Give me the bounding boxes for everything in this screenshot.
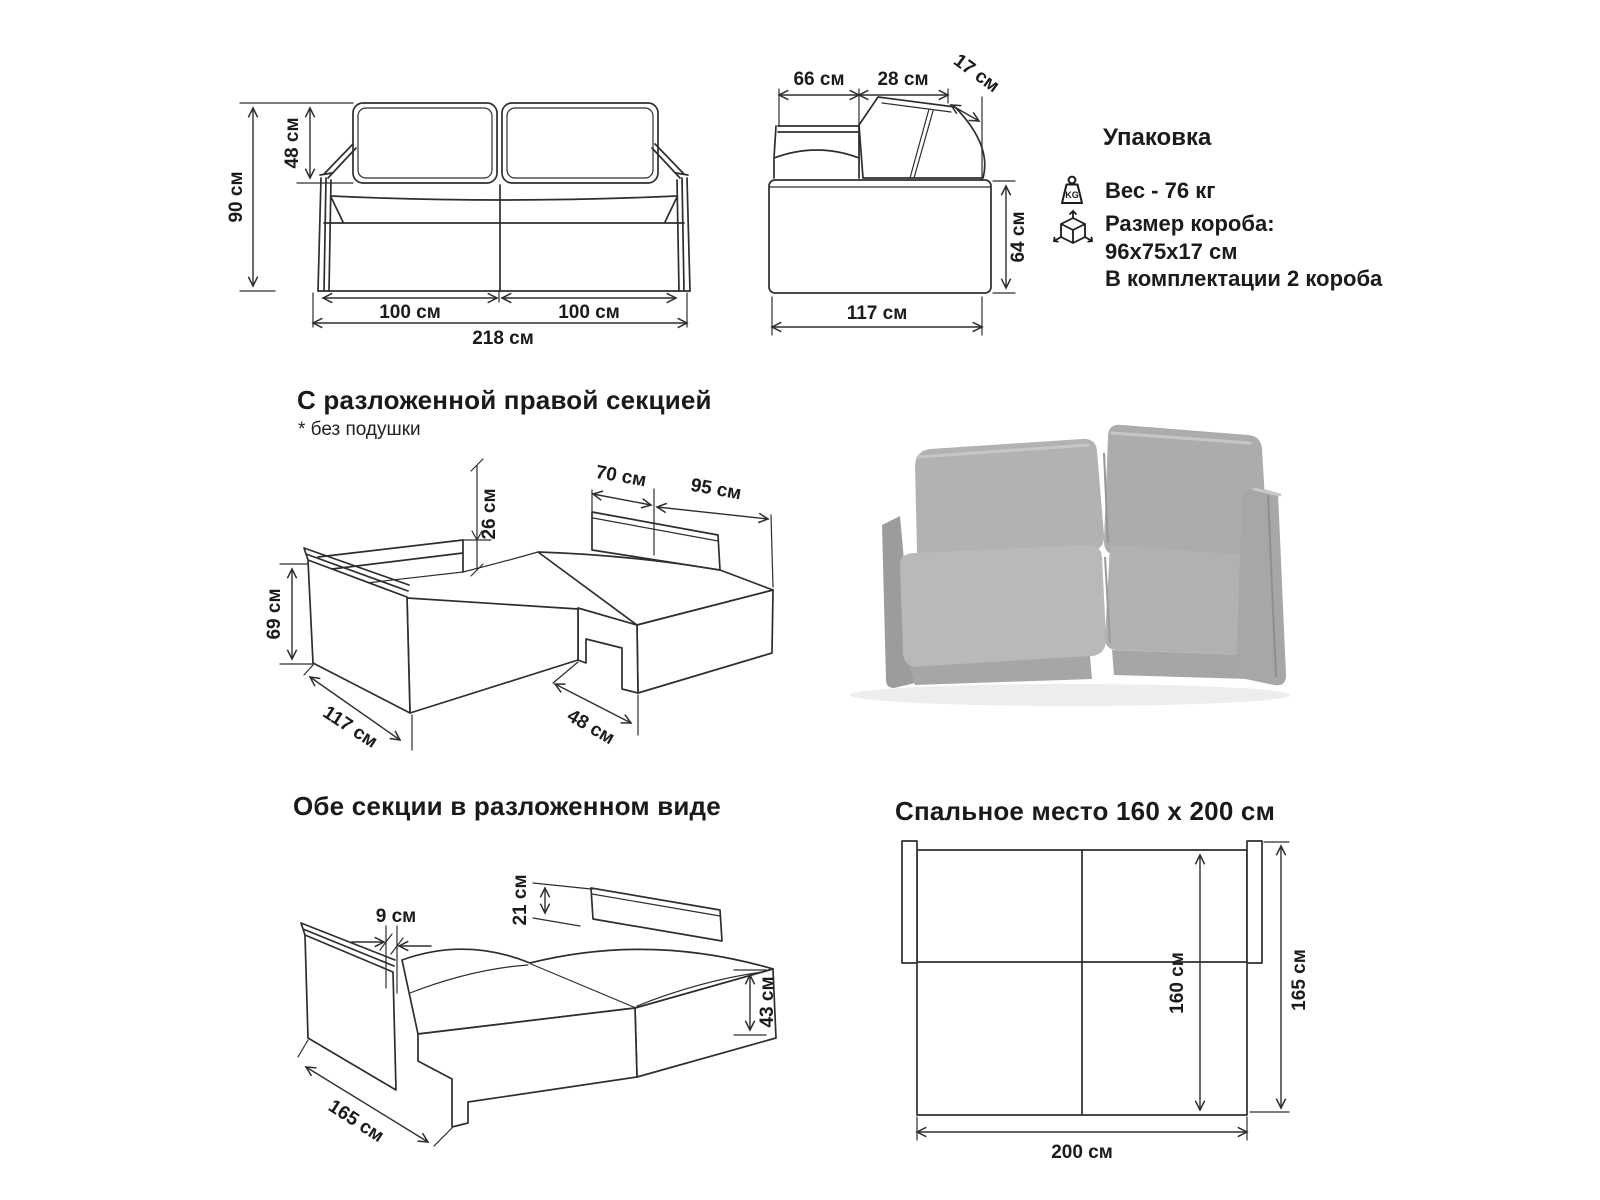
dim-section-right: 100 см — [558, 302, 620, 323]
packaging-box-size-value: 96x75x17 см — [1105, 239, 1238, 264]
dim-support-width: 48 см — [563, 705, 619, 750]
packaging-title: Упаковка — [1103, 124, 1212, 151]
dim-backrest-height: 48 см — [282, 117, 303, 169]
dim-backrest-width: 70 см — [593, 461, 648, 492]
weight-icon — [1056, 174, 1088, 206]
right-section-note: * без подушки — [298, 419, 421, 440]
dim-seat-depth: 66 см — [793, 69, 845, 90]
box-size-icon — [1050, 208, 1096, 250]
packaging-box-size-label: Размер короба: — [1105, 211, 1275, 236]
front-view-sofa-drawing — [318, 103, 690, 291]
side-view-diagram — [745, 45, 1045, 350]
both-sections-unfolded-diagram — [250, 830, 820, 1175]
dim-unfolded-depth: 165 см — [324, 1095, 388, 1147]
sleeping-area-title: Спальное место 160 x 200 см — [895, 796, 1276, 826]
right-section-title: С разложенной правой секцией — [297, 385, 712, 415]
photo-right-arm — [1236, 487, 1286, 685]
dim-section-depth: 117 см — [318, 702, 382, 753]
dim-section-left: 100 см — [379, 302, 441, 323]
dim-backrest-top: 28 см — [877, 69, 929, 90]
front-view-dimensions — [226, 103, 687, 349]
dim-mattress-width: 200 см — [1051, 1142, 1113, 1163]
dim-total-width: 218 см — [472, 328, 534, 349]
right-section-unfolded-diagram — [250, 437, 810, 767]
kg-icon-label: KG — [1065, 190, 1079, 200]
unfolded-bed-drawing — [301, 888, 776, 1127]
packaging-info — [1030, 118, 1450, 318]
top-view-drawing — [902, 841, 1262, 1115]
dim-bed-height: 43 см — [757, 976, 778, 1028]
dim-backrest-thickness: 17 см — [949, 50, 1004, 98]
packaging-weight: Вес - 76 кг — [1105, 178, 1216, 203]
dim-arm-gap: 9 см — [375, 906, 417, 927]
unfolded-right-sofa-drawing — [304, 512, 773, 713]
dim-arm-height: 69 см — [264, 588, 285, 640]
dim-total-depth: 117 см — [846, 303, 908, 324]
dim-backrest-above-bed: 21 см — [510, 874, 531, 926]
packaging-box-count: В комплектации 2 короба — [1105, 266, 1383, 291]
photo-back-cushion-left — [915, 439, 1104, 563]
dim-total-depth-topview: 165 см — [1289, 949, 1310, 1011]
dim-backrest-above-seat: 26 см — [479, 488, 500, 540]
photo-seat-cushion-left — [900, 545, 1106, 667]
sleeping-area-top-view — [880, 835, 1340, 1175]
both-sections-title: Обе секции в разложенном виде — [293, 791, 721, 821]
front-view-diagram — [225, 70, 765, 365]
dim-mattress-depth: 160 см — [1167, 952, 1188, 1014]
side-view-sofa-drawing — [769, 97, 991, 293]
dim-total-height: 90 см — [226, 171, 247, 223]
dim-body-height: 64 см — [1008, 211, 1029, 263]
dim-extension-length: 95 см — [688, 474, 743, 505]
sofa-product-photo — [820, 395, 1390, 725]
